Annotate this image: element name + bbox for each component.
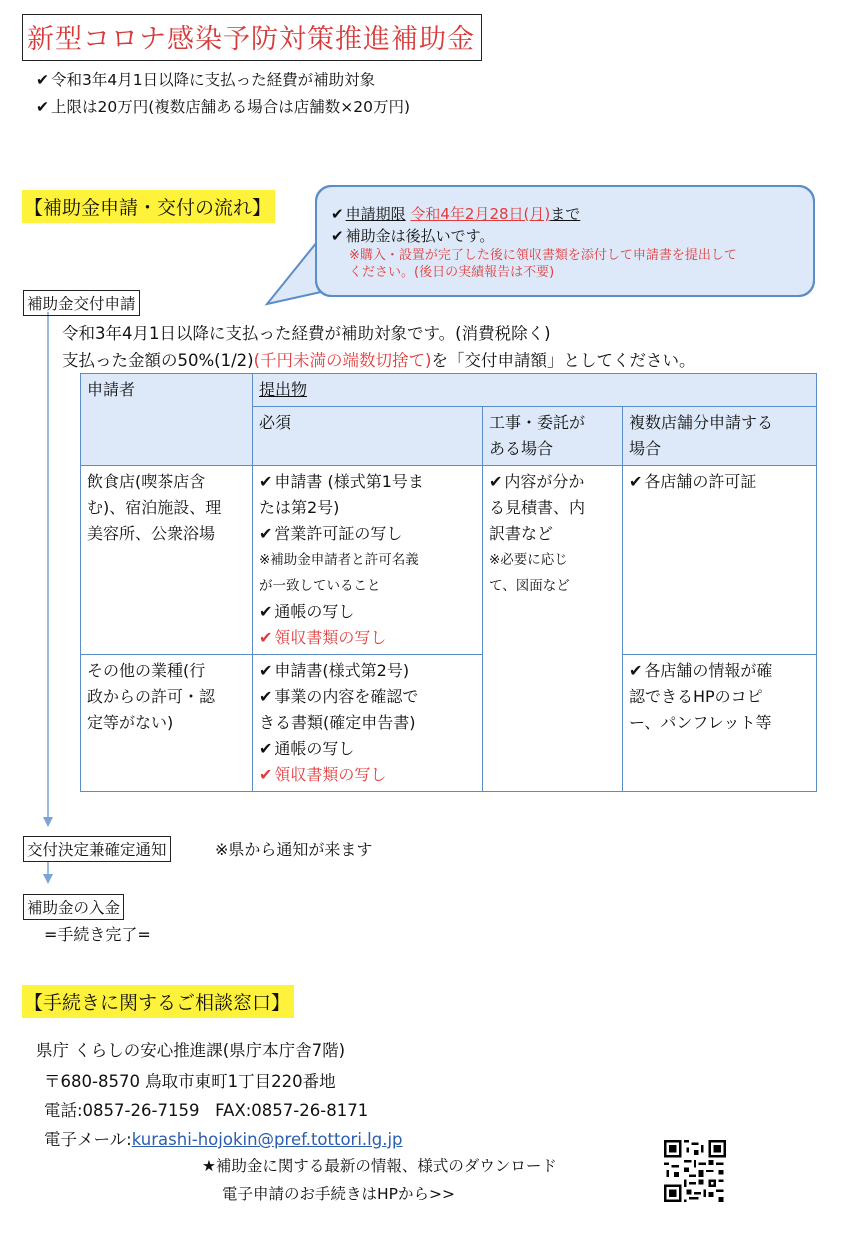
step-apply-label: 補助金交付申請 [23,290,140,316]
required-cell: ✔ 申請書 (様式第1号ま たは第2号) ✔ 営業許可証の写し ※補助金申請者と許可名義 が一致していること ✔ 通帳の写し ✔ 領収書類の写し [253,466,483,655]
step-apply-line2: 支払った金額の50%(1/2)(千円未満の端数切捨て)を「交付申請額」としてください。 [62,351,696,370]
col-construction: 工事・委託が ある場合 [483,407,623,466]
email-link[interactable]: kurashi-hojokin@pref.tottori.lg.jp [131,1130,403,1149]
table-row [81,655,817,792]
check-icon: ✔ [259,661,273,680]
flow-header: 【補助金申請・交付の流れ】 [22,190,275,223]
check-icon: ✔ [331,205,344,223]
contact-address: 〒680-8570 鳥取市東町1丁目220番地 [44,1072,336,1091]
bubble-note: ※購入・設置が完了した後に領収書類を添付して申請書を提出して [349,248,737,263]
col-required: 必須 [253,407,483,466]
flow-arrow [40,312,60,892]
step-decision-label: 交付決定兼確定通知 [23,836,171,862]
check-icon: ✔ [259,765,273,784]
check-icon: ✔ [259,687,273,706]
postpay-line: ✔ 補助金は後払いです。 [331,227,495,245]
col-submit: 提出物 [253,374,817,407]
check-icon: ✔ [259,628,273,647]
check-icon: ✔ [259,602,273,621]
check-icon: ✔ [489,472,503,491]
table-row [81,466,817,655]
step-payment-note: =手続き完了= [44,925,151,944]
col-multi: 複数店舗分申請する 場合 [623,407,817,466]
step-apply-line1: 令和3年4月1日以降に支払った経費が補助対象です。(消費税除く) [62,324,551,343]
qr-code-icon[interactable] [664,1140,726,1202]
construction-cell: ✔ 内容が分か る見積書、内 訳書など ※必要に応じ て、図面など [483,466,623,792]
step-decision-note: ※県から通知が来ます [215,840,373,859]
check-icon: ✔ [259,739,273,758]
deadline-line: ✔ 申請期限 令和4年2月28日(月)まで [331,205,581,223]
col-applicant: 申請者 [81,374,253,466]
check-icon: ✔ [259,524,273,543]
step-payment-label: 補助金の入金 [23,894,124,920]
contact-header: 【手続きに関するご相談窓口】 [22,985,294,1018]
applicant-cell: その他の業種(行 政からの許可・認 定等がない) [81,655,253,792]
web-info-line2[interactable]: 電子申請のお手続きはHPから>> [222,1185,455,1203]
page-title: 新型コロナ感染予防対策推進補助金 [22,14,482,61]
multi-cell: ✔ 各店舗の許可証 [623,466,817,655]
bubble-border [315,185,815,297]
required-cell: ✔ 申請書(様式第2号) ✔ 事業の内容を確認で きる書類(確定申告書) ✔ 通帳の写し ✔ 領収書類の写し [253,655,483,792]
check-icon: ✔ [629,661,643,680]
multi-cell: ✔ 各店舗の情報が確 認できるHPのコピ ー、パンフレット等 [623,655,817,792]
check-icon: ✔ [36,98,49,116]
check-icon: ✔ [36,71,49,89]
check-icon: ✔ [331,227,344,245]
applicant-cell: 飲食店(喫茶店含 む)、宿泊施設、理 美容所、公衆浴場 [81,466,253,655]
contact-email-row: 電子メール:kurashi-hojokin@pref.tottori.lg.jp [44,1130,403,1149]
web-info-line1: ★補助金に関する最新の情報、様式のダウンロード [202,1157,557,1175]
intro-item: ✔ 令和3年4月1日以降に支払った経費が補助対象 [36,71,376,89]
check-icon: ✔ [629,472,643,491]
submission-table [80,373,817,792]
contact-dept: 県庁 くらしの安心推進課(県庁本庁舎7階) [36,1041,346,1060]
bubble-note: ください。(後日の実績報告は不要) [349,265,555,280]
intro-item: ✔ 上限は20万円(複数店舗ある場合は店舗数×20万円) [36,98,411,116]
check-icon: ✔ [259,472,273,491]
contact-phone: 電話:0857-26-7159 FAX:0857-26-8171 [44,1101,369,1120]
